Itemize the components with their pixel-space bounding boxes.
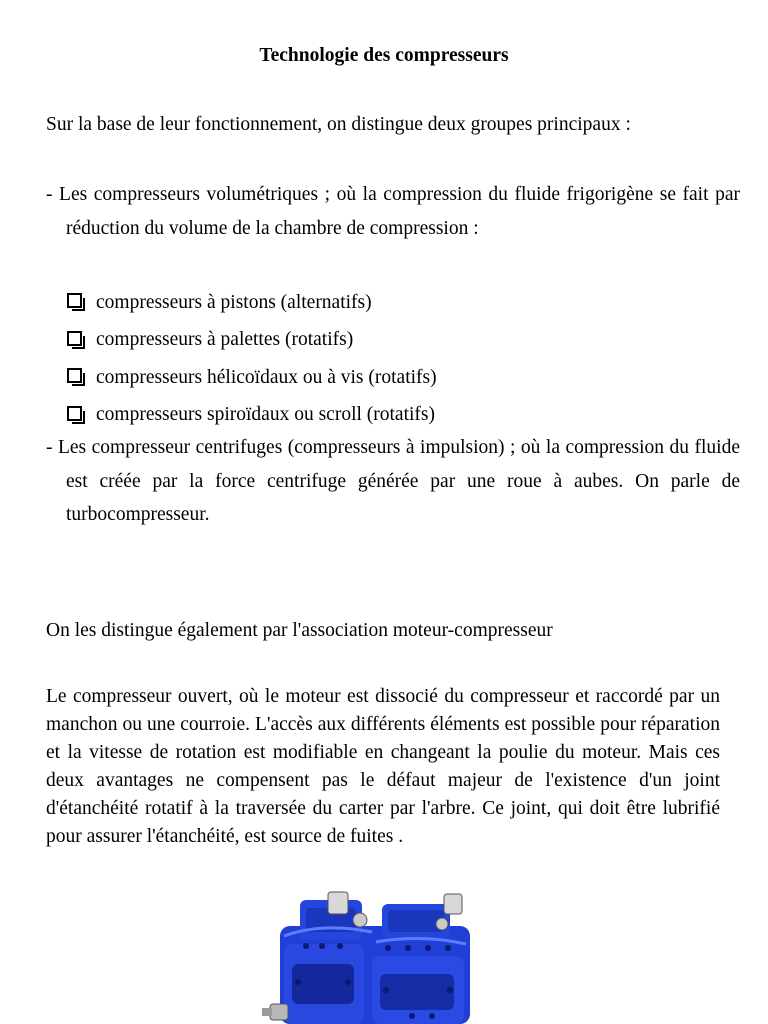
compressor-photo xyxy=(262,886,482,1024)
association-paragraph: On les distingue également par l'association moteur-compresseur xyxy=(46,620,553,641)
page-title: Technologie des compresseurs xyxy=(259,45,509,66)
list-item xyxy=(67,322,437,360)
checkbox-square-icon xyxy=(67,331,82,346)
checkbox-square-icon xyxy=(67,368,82,383)
list-item-label: compresseurs spiroïdaux ou scroll (rotatifs) xyxy=(96,404,436,426)
list-item xyxy=(67,359,437,397)
compressor-type-list xyxy=(67,284,437,434)
list-item-label: compresseurs hélicoïdaux ou à vis (rotatifs) xyxy=(96,366,437,388)
list-item xyxy=(67,284,437,322)
checkbox-square-icon xyxy=(67,293,82,308)
centrifugal-group-paragraph: - Les compresseur centrifuges (compresseurs à impulsion) ; où la compression du fluide est créée par la force centrifuge générée par une roue à aubes. On parle de turbocompresseur. xyxy=(46,437,740,525)
volumetric-group-paragraph: - Les compresseurs volumétriques ; où la compression du fluide frigorigène se fait par réduction du volume de la chambre de compression : xyxy=(46,184,740,239)
list-item-label: compresseurs à palettes (rotatifs) xyxy=(96,329,354,351)
open-compressor-paragraph: Le compresseur ouvert, où le moteur est dissocié du compresseur et raccordé par un manchon ou une courroie. L'accès aux différents éléments est possible pour réparation et la vitesse de rotation est modifiable en changeant la poulie du moteur. Mais ces deux avantages ne compensent pas le défaut majeur de l'existence d'un joint d'étanchéité rotatif à la traversée du carter par l'arbre. Ce joint, qui doit être lubrifié pour assurer l'étanchéité, est source de fuites . xyxy=(46,686,720,847)
list-item-label: compresseurs à pistons (alternatifs) xyxy=(96,291,372,313)
intro-paragraph: Sur la base de leur fonctionnement, on distingue deux groupes principaux : xyxy=(46,114,631,135)
checkbox-square-icon xyxy=(67,406,82,421)
list-item xyxy=(67,397,437,435)
